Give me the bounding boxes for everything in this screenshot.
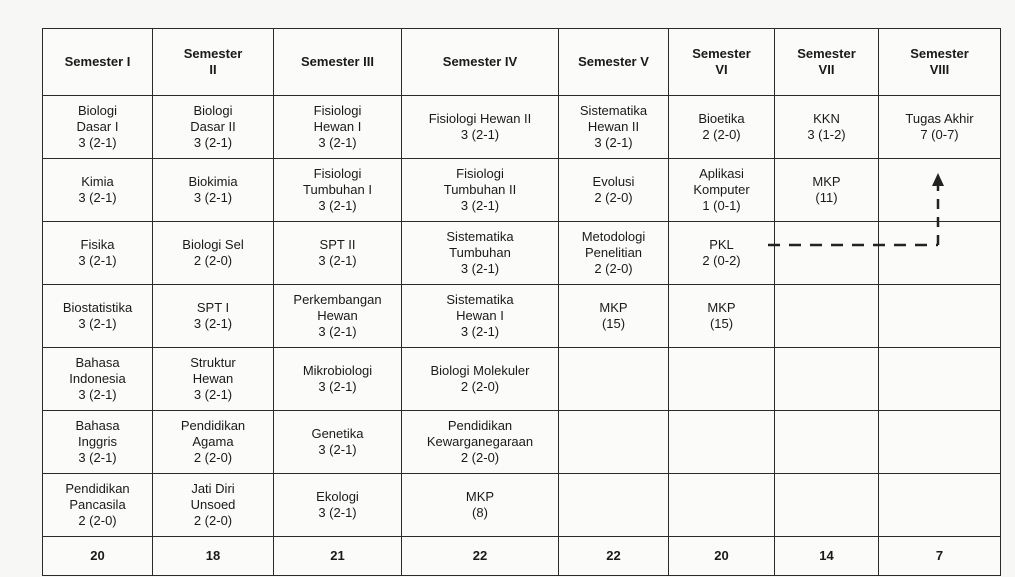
course-cell: [402, 348, 559, 411]
course-cell: [669, 411, 775, 474]
course-cell-text: Bahasa Inggris 3 (2-1): [75, 418, 120, 465]
course-cell-text: SPT I 3 (2-1): [193, 300, 233, 331]
credit-total-value: 18: [205, 548, 221, 563]
semester-header-row: [43, 29, 1001, 96]
course-cell: [274, 411, 402, 474]
semester-header-6: [669, 29, 775, 96]
semester-header-2: [153, 29, 274, 96]
credit-total-cell: [669, 537, 775, 576]
course-cell: [669, 96, 775, 159]
course-cell: [274, 222, 402, 285]
course-cell: [274, 96, 402, 159]
course-cell-text: Sistematika Hewan II 3 (2-1): [579, 103, 648, 150]
credit-total-value: 7: [935, 548, 944, 563]
course-cell-text: Fisiologi Hewan I 3 (2-1): [313, 103, 362, 150]
course-cell-text: Fisika 3 (2-1): [78, 237, 117, 268]
course-cell: [43, 348, 153, 411]
course-cell-text: Fisiologi Tumbuhan I 3 (2-1): [303, 166, 372, 213]
course-cell-text: Struktur Hewan 3 (2-1): [190, 355, 236, 402]
course-cell: [153, 159, 274, 222]
course-cell-text: Biokimia 3 (2-1): [188, 174, 238, 205]
table-row: [43, 411, 1001, 474]
course-cell: [559, 348, 669, 411]
course-cell: [775, 285, 879, 348]
course-cell: [879, 159, 1001, 222]
semester-header-7: [775, 29, 879, 96]
course-cell: [879, 474, 1001, 537]
course-cell-text: Bioetika 2 (2-0): [698, 111, 745, 142]
course-cell-text: MKP (11): [812, 174, 841, 205]
course-cell: [153, 474, 274, 537]
course-cell-text: KKN 3 (1-2): [807, 111, 846, 142]
course-cell: [43, 285, 153, 348]
course-cell: [559, 411, 669, 474]
course-cell-text: Biologi Sel 2 (2-0): [182, 237, 244, 268]
course-cell-text: SPT II 3 (2-1): [318, 237, 357, 268]
credit-total-cell: [402, 537, 559, 576]
course-cell-text: Perkembangan Hewan 3 (2-1): [293, 292, 382, 339]
course-cell: [274, 285, 402, 348]
credit-totals-row: [43, 537, 1001, 576]
course-cell: [775, 411, 879, 474]
course-cell-text: PKL 2 (0-2): [702, 237, 741, 268]
course-cell-text: Biologi Molekuler 2 (2-0): [430, 363, 530, 394]
course-cell: [775, 159, 879, 222]
course-cell: [402, 474, 559, 537]
course-cell: [559, 159, 669, 222]
course-cell: [402, 96, 559, 159]
course-cell: [669, 285, 775, 348]
course-cell: [669, 159, 775, 222]
course-cell: [879, 285, 1001, 348]
course-cell-text: Pendidikan Pancasila 2 (2-0): [65, 481, 130, 528]
course-cell: [274, 159, 402, 222]
credit-total-cell: [153, 537, 274, 576]
course-cell: [775, 348, 879, 411]
course-cell: [879, 348, 1001, 411]
course-cell: [153, 285, 274, 348]
credit-total-cell: [274, 537, 402, 576]
semester-header-label: Semester V: [578, 54, 649, 69]
course-cell-text: Evolusi 2 (2-0): [592, 174, 635, 205]
course-cell: [775, 96, 879, 159]
credit-total-cell: [775, 537, 879, 576]
table-row: [43, 96, 1001, 159]
course-cell: [559, 474, 669, 537]
course-cell-text: MKP (15): [599, 300, 628, 331]
course-cell: [559, 96, 669, 159]
course-cell: [274, 348, 402, 411]
course-cell-text: Jati Diri Unsoed 2 (2-0): [190, 481, 236, 528]
semester-header-3: [274, 29, 402, 96]
course-cell-text: Genetika 3 (2-1): [311, 426, 364, 457]
course-cell: [153, 348, 274, 411]
table-row: [43, 348, 1001, 411]
semester-header-label: Semester VI: [692, 46, 751, 77]
course-cell: [669, 348, 775, 411]
credit-total-cell: [879, 537, 1001, 576]
credit-total-cell: [43, 537, 153, 576]
course-cell-text: Kimia 3 (2-1): [78, 174, 117, 205]
table-row: [43, 474, 1001, 537]
credit-total-value: 20: [90, 548, 105, 563]
semester-header-label: Semester VIII: [910, 46, 969, 77]
semester-header-label: Semester I: [64, 54, 131, 69]
course-cell-text: Sistematika Hewan I 3 (2-1): [446, 292, 514, 339]
course-cell-text: Sistematika Tumbuhan 3 (2-1): [446, 229, 514, 276]
course-cell: [775, 474, 879, 537]
course-cell-text: Biologi Dasar I 3 (2-1): [76, 103, 119, 150]
course-cell: [669, 474, 775, 537]
course-cell-text: Ekologi 3 (2-1): [316, 489, 359, 520]
course-cell-text: Fisiologi Tumbuhan II 3 (2-1): [443, 166, 517, 213]
course-cell: [879, 411, 1001, 474]
table-row: [43, 222, 1001, 285]
course-cell: [153, 222, 274, 285]
semester-header-8: [879, 29, 1001, 96]
course-cell: [402, 285, 559, 348]
course-cell: [43, 96, 153, 159]
credit-total-value: 21: [330, 548, 345, 563]
course-cell: [43, 474, 153, 537]
course-cell: [775, 222, 879, 285]
course-cell: [402, 411, 559, 474]
course-cell-text: Aplikasi Komputer 1 (0-1): [693, 166, 750, 213]
course-cell-text: Fisiologi Hewan II 3 (2-1): [428, 111, 532, 142]
course-cell: [669, 222, 775, 285]
course-cell: [43, 411, 153, 474]
course-cell-text: Biostatistika 3 (2-1): [62, 300, 133, 331]
semester-header-5: [559, 29, 669, 96]
semester-header-4: [402, 29, 559, 96]
credit-total-value: 22: [606, 548, 621, 563]
course-cell: [879, 96, 1001, 159]
course-rows: [43, 96, 1001, 537]
course-cell-text: MKP (8): [465, 489, 495, 520]
semester-header-1: [43, 29, 153, 96]
course-cell-text: Mikrobiologi 3 (2-1): [302, 363, 373, 394]
semester-header-label: Semester III: [301, 54, 374, 69]
course-cell: [43, 159, 153, 222]
credit-total-value: 14: [819, 548, 834, 563]
semester-header-label: Semester II: [183, 46, 243, 77]
course-cell-text: MKP (15): [707, 300, 736, 331]
course-cell: [402, 159, 559, 222]
course-cell-text: Pendidikan Agama 2 (2-0): [180, 418, 246, 465]
credit-total-value: 22: [472, 548, 488, 563]
credit-total-cell: [559, 537, 669, 576]
course-cell-text: Pendidikan Kewarganegaraan 2 (2-0): [426, 418, 534, 465]
course-cell-text: Metodologi Penelitian 2 (2-0): [581, 229, 646, 276]
semester-header-label: Semester VII: [797, 46, 856, 77]
credit-total-value: 20: [714, 548, 729, 563]
course-cell: [274, 474, 402, 537]
table-row: [43, 285, 1001, 348]
course-cell-text: Biologi Dasar II 3 (2-1): [190, 103, 236, 150]
semester-header-label: Semester IV: [442, 54, 518, 69]
course-cell: [153, 96, 274, 159]
course-cell: [559, 285, 669, 348]
course-cell: [153, 411, 274, 474]
course-cell: [402, 222, 559, 285]
table-row: [43, 159, 1001, 222]
course-cell: [559, 222, 669, 285]
curriculum-table: [42, 28, 1001, 576]
course-cell: [43, 222, 153, 285]
course-cell-text: Bahasa Indonesia 3 (2-1): [69, 355, 126, 402]
course-cell: [879, 222, 1001, 285]
course-cell-text: Tugas Akhir 7 (0-7): [905, 111, 974, 142]
